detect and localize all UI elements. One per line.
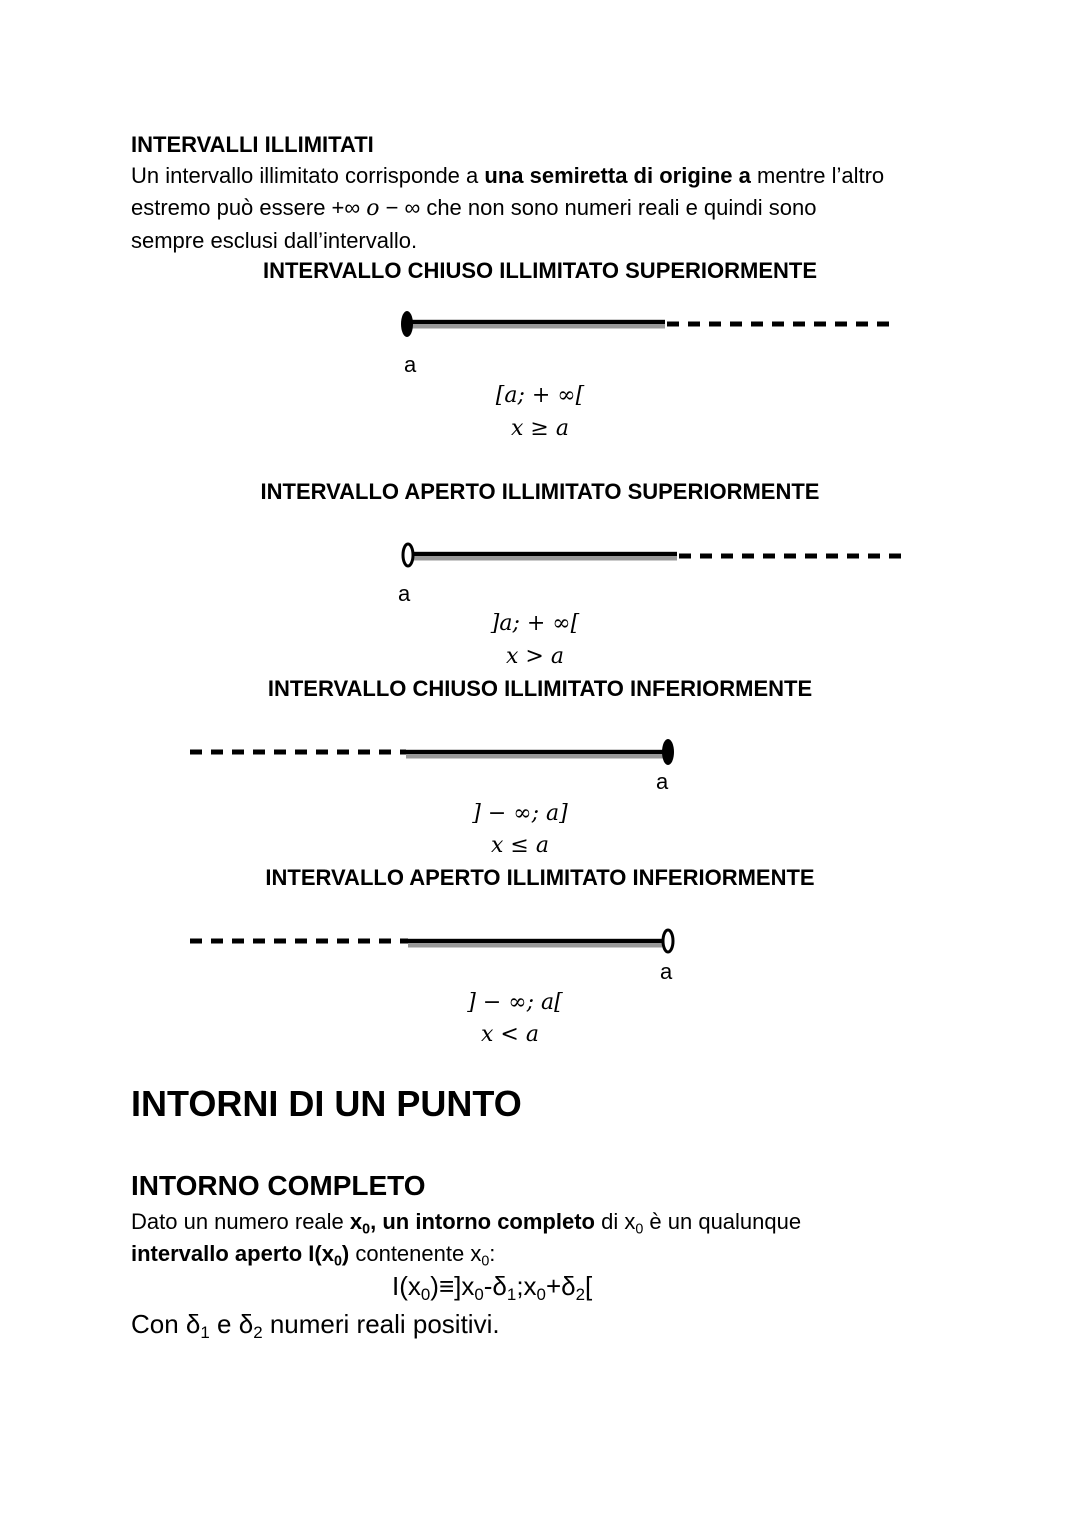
text: e δ	[209, 1309, 254, 1339]
interval-inequality: x ≥ a	[511, 416, 569, 441]
open-endpoint	[403, 544, 413, 566]
endpoint-label-a: a	[660, 959, 673, 984]
subscript: 0	[420, 1285, 431, 1305]
subscript: 0	[635, 1221, 644, 1238]
interval-heading: INTERVALLO CHIUSO ILLIMITATO SUPERIORMENTE	[262, 258, 818, 283]
text: Con δ	[131, 1309, 201, 1339]
con-delta-line	[131, 1309, 500, 1343]
closed-endpoint	[662, 739, 674, 765]
subscript: 0	[333, 1253, 342, 1270]
formula-part: +δ	[545, 1271, 576, 1301]
interval-heading: INTERVALLO APERTO ILLIMITATO SUPERIORMENTE	[260, 479, 820, 504]
text-bold: intorno completo	[415, 1209, 595, 1234]
interval-notation: ] − ∞; a]	[472, 801, 568, 826]
subscript: 0	[362, 1221, 371, 1238]
text-bold: intervallo aperto I(x	[131, 1241, 334, 1266]
intro-text: estremo può essere +∞	[131, 195, 367, 220]
formula-part: )≡]x	[430, 1271, 475, 1301]
intro-text: Un intervallo illimitato corrisponde a	[131, 163, 485, 188]
text: di x	[594, 1209, 636, 1234]
text: , un	[370, 1209, 416, 1234]
interval-heading: INTERVALLO CHIUSO ILLIMITATO INFERIORMENTE	[267, 676, 813, 701]
interval-notation: ] − ∞; a[	[467, 990, 563, 1015]
formula-part: ;x	[516, 1271, 537, 1301]
formula-part: -δ	[483, 1271, 507, 1301]
subscript: 1	[506, 1285, 517, 1305]
text: contenente x	[349, 1241, 482, 1266]
interval-inequality: x > a	[506, 644, 564, 669]
endpoint-label-a: a	[398, 581, 411, 606]
intro-text: mentre l’altro	[750, 163, 885, 188]
intro-text: sempre esclusi dall’intervallo.	[131, 228, 418, 253]
number-line	[188, 734, 688, 774]
closed-endpoint	[401, 311, 413, 337]
subscript: 0	[536, 1285, 546, 1305]
intorno-paragraph	[131, 1206, 1011, 1270]
endpoint-label-a: a	[404, 352, 417, 377]
intro-o: o	[366, 196, 380, 221]
endpoint-label-a: a	[656, 769, 669, 794]
interval-inequality: x < a	[481, 1022, 539, 1047]
formula-part: I(x	[392, 1271, 421, 1301]
interval-heading: INTERVALLO APERTO ILLIMITATO INFERIORMENTE	[265, 865, 815, 890]
intro-bold: una semiretta di origine a	[484, 163, 751, 188]
text: è un qualunque	[643, 1209, 802, 1234]
subscript: 0	[481, 1253, 490, 1270]
interval-notation: ]a; + ∞[	[490, 611, 580, 636]
text-bold: )	[341, 1241, 350, 1266]
subscript: 2	[253, 1323, 263, 1343]
intro-text: − ∞ che non sono numeri reali e quindi sono	[379, 195, 817, 220]
subsection-title-intorno-completo: INTORNO COMPLETO	[131, 1170, 426, 1201]
interval-inequality: x ≤ a	[491, 833, 549, 858]
section-title-intorni: INTORNI DI UN PUNTO	[131, 1083, 522, 1124]
number-line	[188, 923, 688, 963]
number-line	[395, 536, 915, 576]
subscript: 2	[575, 1285, 586, 1305]
formula-part: [	[585, 1271, 593, 1301]
intro-paragraph	[131, 160, 1011, 257]
text: Dato un numero reale	[131, 1209, 350, 1234]
number-line	[395, 305, 905, 345]
open-endpoint	[663, 930, 673, 952]
text: x	[349, 1209, 363, 1234]
subscript: 0	[474, 1285, 484, 1305]
intorno-formula	[392, 1271, 593, 1305]
text: numeri reali positivi.	[262, 1309, 500, 1339]
section-title-intervalli-illimitati: INTERVALLI ILLIMITATI	[131, 132, 374, 157]
subscript: 1	[200, 1323, 210, 1343]
text: :	[489, 1241, 496, 1266]
interval-notation: [a; + ∞[	[495, 383, 585, 408]
